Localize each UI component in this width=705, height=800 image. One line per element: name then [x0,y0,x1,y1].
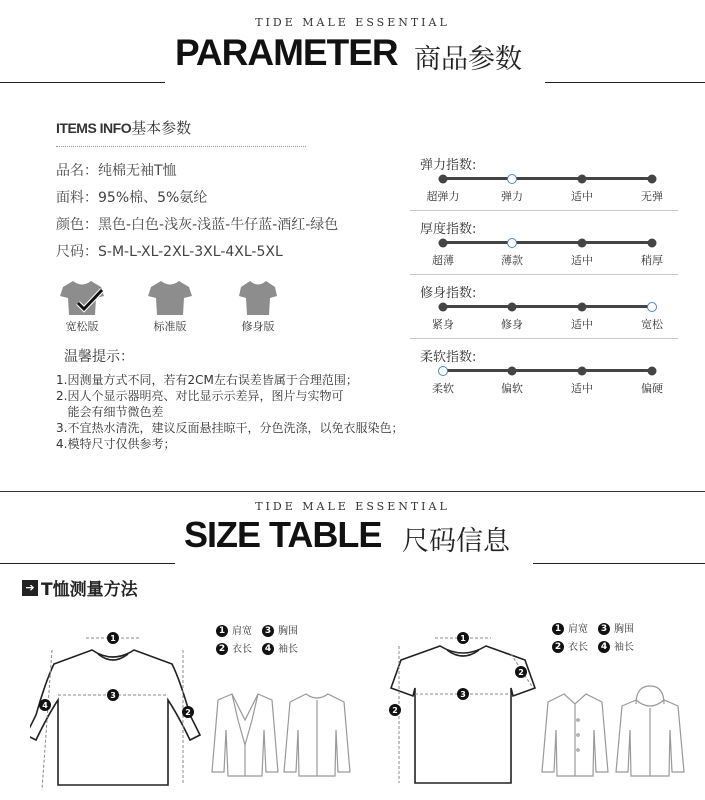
slider-dot [578,366,587,375]
slider-track [443,369,652,372]
slider-dot-selected [647,302,657,312]
size-table-title-cn: 尺码信息 [402,526,510,557]
fit-slim [228,278,288,334]
size-rule-left [0,563,175,564]
legend-label: 衣长 [232,644,252,655]
slider-label: 适中 [571,190,593,203]
legend-label: 肩宽 [568,624,588,635]
fit-standard [140,278,200,334]
items-info-rule [56,146,306,147]
legend-left-row1 [216,622,298,637]
slider-title: 厚度指数: [420,222,477,237]
svg-text:3: 3 [110,691,116,700]
legend-right-row1 [552,620,634,635]
tip-2: 2.因人个显示器明亮、对比显示示差异，图片与实物可 [56,389,344,403]
slider-dot [439,174,448,183]
tip-3: 3.不宜热水清洗，建议反面悬挂晾干，分色洗涤，以免衣服染色； [56,421,404,435]
slider-dot [648,238,657,247]
svg-text:4: 4 [42,701,48,710]
slider-label: 适中 [571,318,593,331]
method-heading [22,575,138,600]
info-fabric: 面料：95%棉、5%氨纶 [56,190,208,206]
slider-dot [439,302,448,311]
tips-title: 温馨提示： [64,349,134,365]
slider-dot [578,238,587,247]
header-rule-left [0,82,165,83]
slider-dot [578,302,587,311]
size-top-rule [0,491,705,492]
jacket-icon [282,690,352,780]
info-name: 品名：纯棉无袖T恤 [56,163,177,179]
slider-label: 弹力 [501,190,523,203]
legend-num: 4 [598,641,610,653]
hoodie-icon [614,684,686,780]
items-info-en: ITEMS INFO [56,120,132,136]
slider-dot [578,174,587,183]
svg-text:2: 2 [392,706,398,715]
legend-label: 胸围 [614,624,634,635]
slider-title: 修身指数: [420,286,477,301]
slider-label: 宽松 [641,318,663,331]
size-rule-right [533,563,705,564]
slider-label: 超弹力 [426,190,460,203]
method-title: T恤测量方法 [41,580,138,600]
slider-dot [648,174,657,183]
legend-num: 4 [262,643,274,655]
slider-dot-selected [438,366,448,376]
legend-label: 袖长 [614,642,634,653]
legend-num: 2 [552,641,564,653]
legend-left-row2 [216,640,298,655]
slider-separator [410,338,678,339]
slider-dot [508,366,517,375]
svg-text:2: 2 [518,668,524,677]
legend-num: 1 [552,623,564,635]
parameter-title-cn: 商品参数 [414,44,522,75]
section-tag-size: TIDE MALE ESSENTIAL [255,500,450,513]
tshirt-icon [58,278,106,318]
shirt-icon [540,690,610,780]
slider-label: 适中 [571,382,593,395]
info-color: 颜色：黑色-白色-浅灰-浅蓝-牛仔蓝-酒红-绿色 [56,217,339,233]
slider-track [443,241,652,244]
slider-dot-selected [507,174,517,184]
tip-4: 4.模特尺寸仅供参考； [56,437,176,451]
svg-text:2: 2 [185,708,191,717]
slider-label: 紧身 [432,318,454,331]
slider-label: 修身 [501,318,523,331]
slider-title: 柔软指数: [420,350,477,365]
fit-label-standard: 标准版 [153,320,187,333]
slider-title: 弹力指数: [420,158,477,173]
section-tag-top: TIDE MALE ESSENTIAL [255,16,450,29]
fit-label-slim: 修身版 [241,320,275,333]
legend-num: 3 [598,623,610,635]
slider-label: 稍厚 [641,254,663,267]
legend-num: 2 [216,643,228,655]
legend-right-row2 [552,638,634,653]
tip-1: 1.因测量方式不同，若有2CM左右误差皆属于合理范围； [56,373,358,387]
legend-num: 3 [262,625,274,637]
slider-track [443,305,652,308]
legend-num: 1 [216,625,228,637]
slider-label: 超薄 [432,254,454,267]
fit-loose [52,278,112,334]
header-rule-right [545,82,705,83]
legend-label: 衣长 [568,642,588,653]
slider-dot [439,238,448,247]
slider-label: 薄款 [501,254,523,267]
items-info-heading [56,117,191,138]
slider-label: 适中 [571,254,593,267]
legend-label: 袖长 [278,644,298,655]
slider-dot [508,302,517,311]
slider-label: 无弹 [641,190,663,203]
legend-label: 胸围 [278,626,298,637]
slider-label: 柔软 [432,382,454,395]
items-info-cn: 基本参数 [131,119,192,137]
slider-separator [410,274,678,275]
slider-dot [648,366,657,375]
svg-text:1: 1 [460,634,466,643]
tshirt-measure-diagram [385,618,545,793]
svg-text:1: 1 [110,634,116,643]
tshirt-icon [146,278,194,318]
size-table-title: SIZE TABLE [184,514,382,555]
slider-separator [410,210,678,211]
arrow-box-icon: ➔ [22,580,38,596]
legend-label: 肩宽 [232,626,252,637]
info-size: 尺码：S-M-L-XL-2XL-3XL-4XL-5XL [56,244,283,260]
blazer-icon [210,690,280,780]
tshirt-icon [234,278,282,318]
svg-text:3: 3 [460,690,466,699]
parameter-title: PARAMETER [175,32,398,73]
slider-label: 偏软 [501,382,523,395]
slider-track [443,177,652,180]
tip-2-cont: 能会有细节微色差 [56,405,164,419]
longsleeve-measure-diagram [30,620,210,800]
fit-label-loose: 宽松版 [65,320,99,333]
slider-label: 偏硬 [641,382,663,395]
slider-dot-selected [507,238,517,248]
